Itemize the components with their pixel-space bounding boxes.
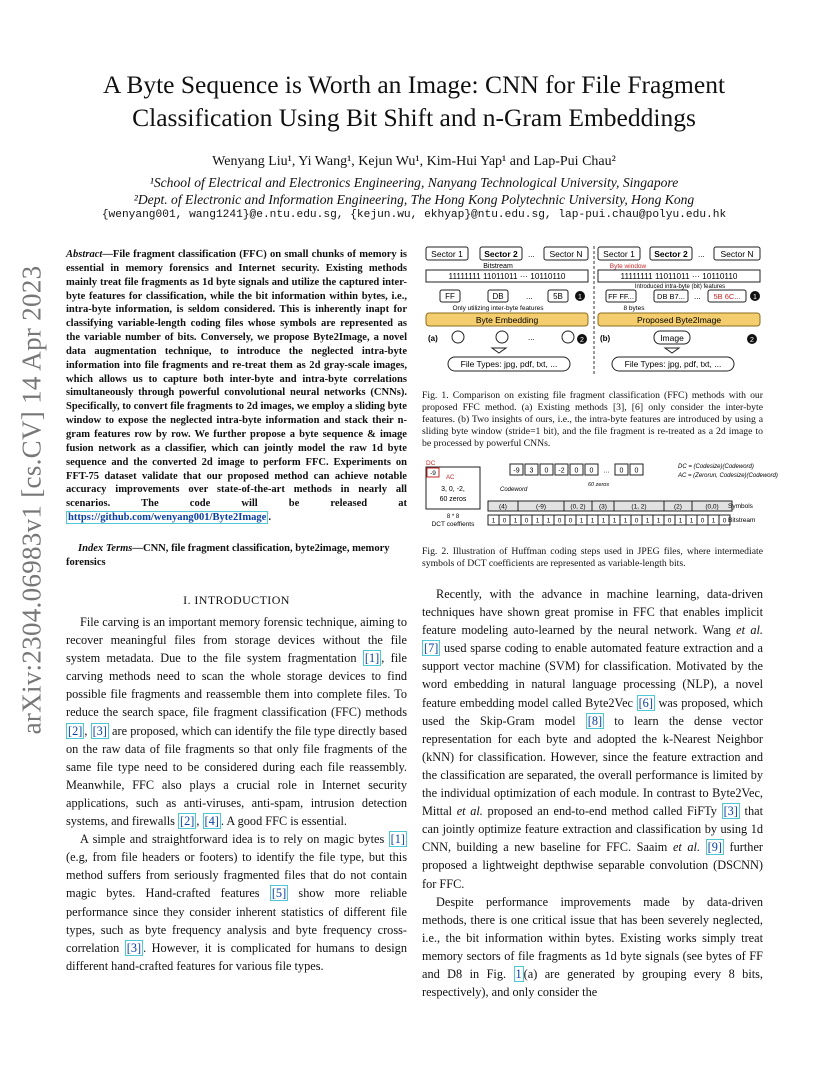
bit-cell-text: 1: [623, 517, 628, 525]
coef-cell-text: 0: [544, 467, 549, 475]
bit-cell-text: 0: [634, 517, 639, 525]
sector-n-label: Sector N: [549, 249, 583, 259]
bit-cell-text: 1: [546, 517, 551, 525]
panel-b-label: (b): [600, 334, 611, 343]
bit-cell-text: 1: [678, 517, 683, 525]
coef-cell-text: 3: [529, 467, 534, 475]
byte-ff-ff: FF FF...: [608, 292, 634, 301]
fig1-right-panel: [598, 247, 760, 371]
bit-cell-text: 0: [700, 517, 705, 525]
coef-zeros: 60 zeros: [439, 496, 467, 503]
symbol-cell-text: (1, 2): [631, 503, 647, 511]
dc-value: -9: [430, 470, 436, 477]
dct-label: DCT coeffients: [431, 521, 475, 528]
file-types-label: File Types: jpg, pdf, txt, ...: [460, 359, 558, 369]
coef-cell-text: ...: [603, 467, 610, 475]
symbol-cell-text: (3): [599, 503, 607, 511]
authors: Wenyang Liu¹, Yi Wang¹, Kejun Wu¹, Kim-Hui Yap¹ and Lap-Pui Chau²: [212, 154, 616, 169]
ac-label: AC: [446, 475, 455, 481]
coef-cell-text: 0: [574, 467, 579, 475]
index-terms-label: Index Terms: [78, 543, 133, 554]
intro-right-paragraph-1: Recently, with the advance in machine learning, data-driven techniques have shown great promise in FFC that enables implicit feature modeling auto-learned by the neural network. Wang et al. [7] used sparse coding to enable automated feature extraction and a support vector machine (SVM) for classification. Motivated by the word embedding in natural language processing (NLP), a novel feature embedding model called Byte2Vec [6] was proposed, which used the Skip-Gram model [8] to learn the dense vector representation for each byte and adopted the k-Nearest Neighbor (kNN) for classification. However, since the feature extraction and the classification are separated, the overall performance is limited by the individual optimization of each module. In contrast to Byte2Vec, Mittal et al. proposed an end-to-end method called FiFTy [3] that can jointly optimize feature extraction and classification by using 1d CNN, building a new baseline for FFC. Saaim et al. [9] further proposed a lightweight depthwise separable convolution (DSCNN) for FFC.: [422, 587, 764, 891]
bitstream-label: Bitstream: [483, 263, 513, 270]
bitstream-bits: 11111111 11011011 ··· 10110110: [448, 272, 566, 281]
bit-cell-text: 1: [601, 517, 606, 525]
coef-cell-text: -9: [513, 467, 520, 475]
abstract-end: .: [268, 512, 271, 524]
sector-1-label: Sector 1: [431, 249, 463, 259]
image-label: Image: [660, 333, 684, 343]
symbols-row: [488, 501, 732, 511]
fig1-left-panel: [426, 247, 588, 371]
byte-window-label: Byte window: [609, 263, 647, 270]
byte-db-b7: DB B7...: [657, 292, 685, 301]
step-1-marker: 1: [578, 294, 582, 301]
symbol-cell-text: (0,0): [705, 503, 719, 511]
step-2-marker: 2: [580, 337, 584, 344]
coef-cell-text: 0: [619, 467, 624, 475]
svg-text:...: ...: [526, 292, 533, 301]
abstract-label: Abstract: [66, 249, 103, 260]
citation-link[interactable]: [3]: [723, 804, 738, 819]
bit-cell-text: 1: [579, 517, 584, 525]
bit-cell-text: 1: [656, 517, 661, 525]
figure-2: [422, 458, 778, 532]
svg-text:1: 1: [753, 294, 757, 301]
citation-link[interactable]: [4]: [204, 814, 219, 829]
proposed-byte2image-label: Proposed Byte2Image: [636, 315, 722, 325]
symbol-cell-text: (4): [499, 503, 507, 511]
intro-paragraph-2: A simple and straightforward idea is to rely on magic bytes [1] (e.g, from file headers or footers) to identify the file type, but this method suffers from seriously fragmented files that do not contain magic bytes. Hand-crafted features [5] show more reliable performance since they consider inherent statistics of different file types, such as byte frequency analysis and byte frequency cross-correlation [3] . However, it is complicated for humans to design different hand-crafted features for various file types.: [66, 832, 407, 973]
svg-text:...: ...: [528, 250, 535, 259]
bit-cell-text: 0: [502, 517, 507, 525]
index-terms: [66, 542, 407, 570]
coef-values: 3, 0, -2,: [441, 486, 465, 493]
byte-ff: FF: [445, 292, 455, 301]
intro-left-column: [66, 613, 407, 975]
citation-link[interactable]: [8]: [587, 713, 603, 728]
symbol-cell-text: (-9): [535, 503, 547, 511]
index-terms-text: —CNN, file fragment classification, byte2image, memory forensics: [66, 543, 390, 568]
symbol-cell-text: (2): [674, 503, 682, 511]
bit-cell-text: 1: [590, 517, 595, 525]
svg-text:Sector 2: Sector 2: [654, 249, 688, 259]
ac-equation: AC = (Zerorun, Codesize)(Codeword): [678, 473, 778, 479]
paper-title: [60, 68, 768, 134]
bit-cell-text: 0: [568, 517, 573, 525]
citation-link[interactable]: [5]: [271, 886, 287, 901]
block-dims: 8 * 8: [446, 514, 460, 520]
svg-text:...: ...: [694, 292, 701, 301]
dc-label: DC: [426, 460, 436, 467]
bit-cell-text: 1: [645, 517, 650, 525]
arxiv-id: arXiv:2304.06983v1 [cs.CV] 14 Apr 2023: [16, 265, 47, 735]
bitstream-row-label: Bitstream: [728, 517, 756, 524]
bit-cell-text: 0: [722, 517, 727, 525]
figure-1-caption: Fig. 1. Comparison on existing file fragment classification (FFC) methods with our proposed FFC method. (a) Existing methods [3], [6] only consider the inter-byte features. (b) Two insights of ours, i.e., the intra-byte features are introduced by using a sliding byte window (stride=1 bit), and the file fragment is re-treated as a 2d image to be processed by powerful CNNs.: [422, 390, 763, 450]
bit-cell-text: 0: [557, 517, 562, 525]
byte-5b: 5B: [553, 292, 563, 301]
only-inter-byte-note: Only utilizing inter-byte features: [452, 305, 544, 312]
citation-link[interactable]: [3]: [92, 723, 107, 738]
citation-link[interactable]: [3]: [126, 940, 142, 955]
svg-text:...: ...: [698, 250, 705, 259]
byte-embedding-label: Byte Embedding: [475, 315, 539, 325]
intro-right-paragraph-2: Despite performance improvements made by data-driven methods, there is one critical issue that has been severely neglected, i.e., the bit information within bytes. Existing works simply treat memory sectors of file fragments as 1d byte signals (see bytes of FF and D8 in Fig. 1 (a) are generated by grouping every 8 bits, respectively), and only consider the: [422, 894, 764, 1000]
bit-cell-text: 0: [667, 517, 672, 525]
citation-link[interactable]: [7]: [424, 641, 439, 656]
coef-cell-text: 0: [634, 467, 639, 475]
svg-text:Sector 1: Sector 1: [603, 249, 635, 259]
citation-link[interactable]: [6]: [638, 695, 653, 710]
eight-bytes-note: 8 bytes: [623, 305, 645, 312]
abstract-text: —File fragment classification (FFC) on small chunks of memory is essential in memory forensics and Internet security. Existing methods mainly treat file fragments as 1d byte signals and utilize the captured inter-byte features for classification, while the bit information within bytes, i.e., intra-byte information, is seldom considered. This is inherently inapt for classifying variable-length coding files whose symbols are represented as the variable number of bits. Conversely, we propose Byte2Image, a novel data augmentation technique, to introduce the neglected intra-byte information into file fragments and re-treat them as 2d gray-scale images, which allows us to capture both inter-byte and intra-byte correlations simultaneously through powerful convolutional neural networks (CNNs). Specifically, to convert file fragments to 2d images, we employ a sliding byte window to expose the neglected intra-byte information and stack their n-gram features row by row. We further propose a byte sequence & image fusion network as a classifier, which can jointly model the raw 1d byte sequence and the converted 2d image to perform FFC. Experiments on FFT-75 dataset validate that our proposed method can achieve notable accuracy improvements over state-of-the-art methods in nearly all scenarios. The code will be released at: [66, 249, 407, 510]
sixty-zeros-label: 60 zeros: [588, 482, 610, 488]
section-heading-introduction: I. INTRODUCTION: [183, 593, 290, 607]
bit-cell-text: 1: [535, 517, 540, 525]
affiliation-2: ²Dept. of Electronic and Information Engineering, The Hong Kong Polytechnic University, Hong Kong: [133, 192, 695, 207]
bit-cell-text: 0: [524, 517, 529, 525]
coef-cell-text: 0: [589, 467, 594, 475]
svg-text:Sector N: Sector N: [720, 249, 754, 259]
citation-link[interactable]: [1]: [390, 832, 405, 847]
svg-text:2: 2: [750, 337, 754, 344]
code-link[interactable]: https://github.com/wenyang001/Byte2Image: [68, 512, 267, 524]
citation-link[interactable]: [2]: [180, 814, 195, 829]
figure-link[interactable]: 1: [515, 966, 522, 981]
title-line-1: A Byte Sequence is Worth an Image: CNN for File Fragment: [102, 70, 726, 99]
panel-a-label: (a): [428, 334, 438, 343]
arxiv-sidebar: [14, 240, 50, 760]
citation-link[interactable]: [2]: [68, 723, 83, 738]
figure-1: [422, 244, 764, 378]
sector-2-label: Sector 2: [484, 249, 518, 259]
symbol-cell-text: (0, 2): [570, 503, 586, 511]
intro-right-column: [422, 585, 763, 1001]
bitstream-bits-b: 11111111 11011011 ··· 10110110: [620, 272, 738, 281]
svg-text:File Types: jpg, pdf, txt, ...: File Types: jpg, pdf, txt, ...: [624, 359, 722, 369]
dc-equation: DC = (Codesize)(Codeword): [678, 464, 754, 470]
bit-cell-text: 1: [491, 517, 496, 525]
bit-cell-text: 1: [612, 517, 617, 525]
bit-cell-text: 1: [689, 517, 694, 525]
symbols-label: Symbols: [728, 503, 753, 510]
title-line-2: Classification Using Bit Shift and n-Gram Embeddings: [132, 103, 696, 132]
bit-cell-text: 1: [513, 517, 518, 525]
svg-text:...: ...: [528, 333, 535, 342]
citation-link[interactable]: [9]: [707, 840, 722, 855]
affiliation-1: ¹School of Electrical and Electronics Engineering, Nanyang Technological University, Singapore: [149, 175, 679, 190]
author-emails: {wenyang001, wang1241}@e.ntu.edu.sg, {kejun.wu, ekhyap}@ntu.edu.sg, lap-pui.chau@polyu.edu.hk: [101, 209, 727, 221]
codeword-label: Codeword: [500, 487, 528, 493]
coef-cell-text: -2: [558, 467, 565, 475]
figure-2-caption: Fig. 2. Illustration of Huffman coding steps used in JPEG files, where intermediate symbols of DCT coefficients are represented as variable-length bits.: [422, 546, 763, 570]
byte-db: DB: [492, 292, 504, 301]
introduced-features-note: Introduced intra-byte (bit) features: [634, 284, 726, 290]
byte-5b-6c: 5B 6C...: [713, 292, 741, 301]
bitstream-row: [488, 515, 730, 525]
intro-paragraph-1: File carving is an important memory forensic technique, aiming to recover meaningful files from storage devices without the file system metadata. Due to the file system fragmentation [1] , file carving methods need to scan the whole storage devices to find possible file fragments and reassemble them into complete files. To reduce the search space, file fragment classification (FFC) methods [2] , [3] are proposed, which can identify the file type directly based on the raw data of file fragments so that only file fragments of the same file type need to be considered during each file reassembly. Meanwhile, FFC also plays a crucial role in Internet security applications, such as anti-viruses, anti-spam, intrusion detection systems, and firewalls [2] , [4] . A good FFC is essential.: [66, 615, 407, 829]
citation-link[interactable]: [1]: [364, 651, 380, 666]
bit-cell-text: 1: [711, 517, 716, 525]
coef-sequence: [510, 464, 643, 475]
abstract: [66, 248, 407, 525]
